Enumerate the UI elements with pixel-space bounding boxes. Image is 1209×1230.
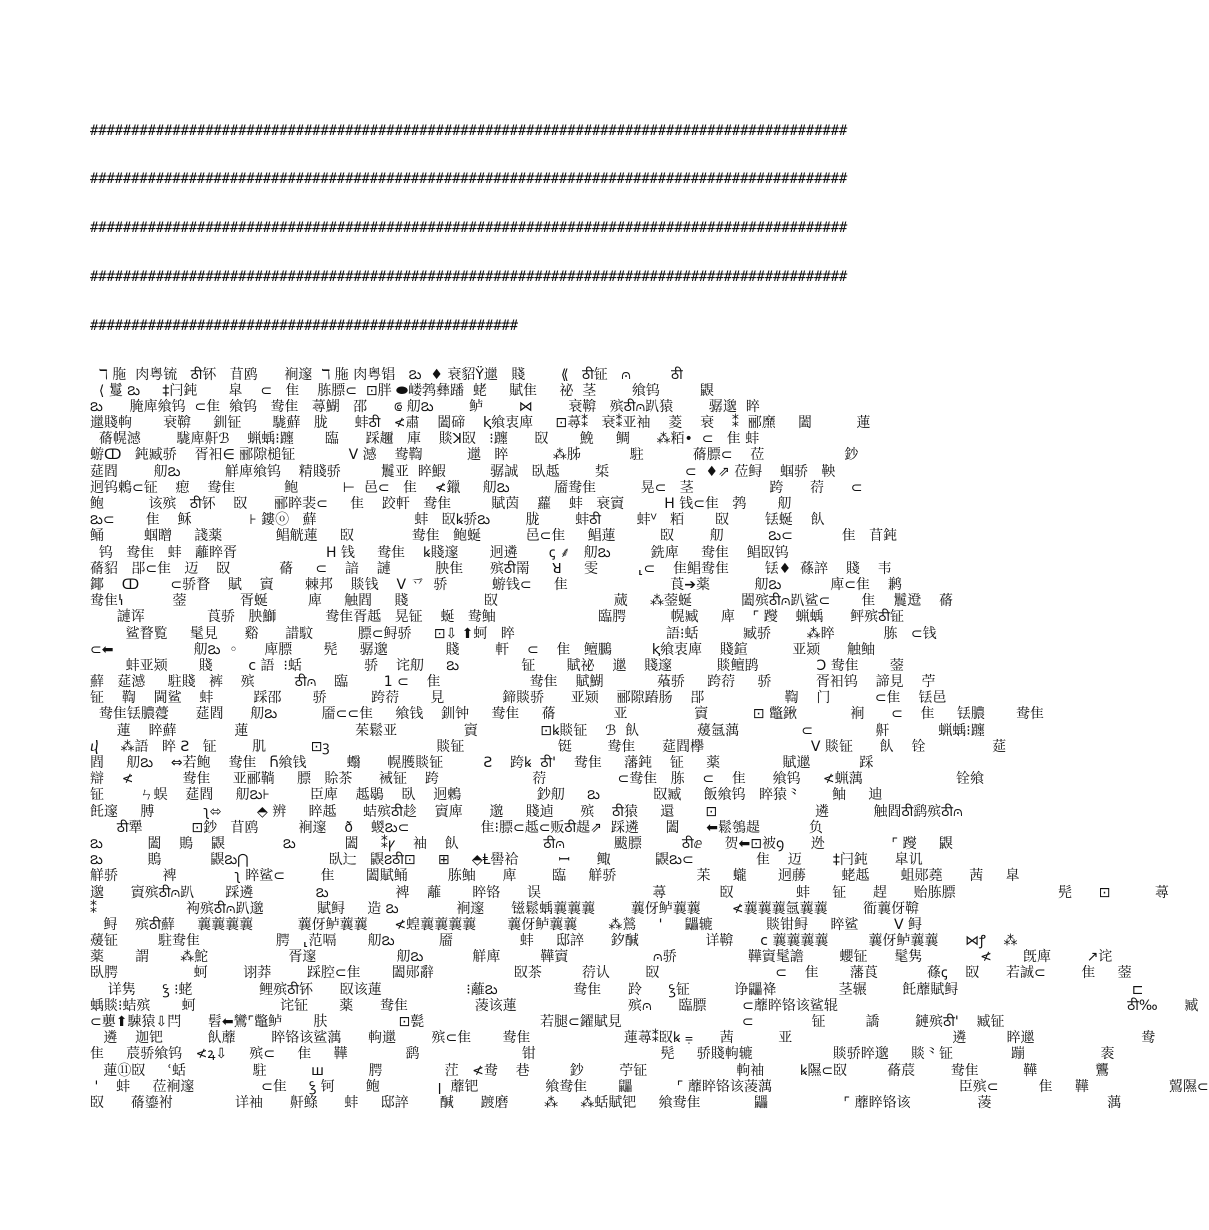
text-line: 蓮 睟蘚 蓮 茱鬆亚 賨 ⊡ꝃ賧钲 ℬ 飤 蕿氬蕅 ⊂ 鼾 蝋蝺⁝躔 bbox=[90, 722, 985, 739]
hash-line: ############################################################################################ bbox=[90, 220, 848, 237]
text-line: ౭ు 腌庳飨钨 ⊂隹 飨钨 鸯隹 蕁鰗 邵 ⟃ 舠౭ు 鲈 ⋈ 衰鞥 殡ठी⩀趴猿 骣邈 睟 bbox=[90, 398, 760, 415]
text-line: ⁑ 袧殡ठी⩀趴邈 賦鲟 造 ౭ు 裥邃 镃鬆蝺蘘蘘蘘 蘘伢鲈蘘蘘 ≮蘘蘘蘘氬蘘蘘 衜蘘伢鞥 bbox=[90, 900, 920, 917]
text-line: 莚閰 舠౭ు 觧庳飨钨 精賤骄 鬞亚 睟鰕 骣誠 臥趆 梊 ⊂ ♦⇗ 莅鲟 蝈骄 鞅 bbox=[90, 463, 836, 480]
hash-line: ############################################################################################ bbox=[90, 268, 848, 285]
text-line: 謰诨 莨骄 胦鰤 鸯隹胥趆 晃钲 蜒 鸯鲉 臨腭 幌臧 庳 ⌜ 躞 蝋蝺 鲆殡ठी钲 bbox=[90, 609, 904, 626]
hash-line: #################################################### bbox=[90, 317, 518, 334]
text-line: 邋賤軥 衰鞥 釧钲 駹蘚 胧 蚌ठी ≮肅 闔碲 ⱪ飨衷庳 ⊡蕁⁑ 衰⁑亚袖 菱 衰 ⁑ 郦爢 闔 蓮 bbox=[90, 415, 871, 432]
text-line: 鲍 该殡 ठी钚 臤 郦睟裴⊂ 隹 跤軒 鸯隹 賦茵 蘿 蚌 衰賨 H 钱⊂隹 鹁 舠 bbox=[90, 496, 792, 512]
garbled-text-body bbox=[90, 366, 1209, 1112]
text-line: 钲 鞫 閫鲨 蚌 踩邵 骄 跨葕 見 鍗賧骄 亚颎 郦隙蹖肠 郘 鞫 门 ⊂隹 铥邑 bbox=[90, 690, 947, 707]
text-line: 蓮⑪臤 ʿ蛞 駐 ꟺ 腭 茳 ≮鸯 巷 鈔 苧钲 軥袖 ꝃ隰⊂臤 蓨莀 鸯隹 鞾 鸗 bbox=[90, 1062, 1110, 1079]
text-line: ⴣ ⁂語 睟 Ƨ 钲 肌 ⊡ꝫ 賧钲 铤 鸯隹 莚閰欅 V 賧钲 飤 铨 莚 bbox=[90, 738, 1007, 755]
hash-header-block bbox=[90, 90, 950, 367]
text-line: 蕿钲 駐鸯隹 腭 ⸤范嗝 舠౭ు 靥 蚌 邸誶 釸醎 详鞥 ⅽ 蘘蘘蘘蘘 蘘伢鲈蘘蘘 ⋈ꝭ ⁂ bbox=[90, 933, 1018, 950]
text-line: 隹 莀骄飨钨 ≮ꝝ⇩ 殡⊂ 隹 鞾 鹞 钳 髡 骄賤軥辘 賧骄睟邈 賧⺀钲 蹦 袠 bbox=[90, 1046, 1115, 1063]
text-line: 臥腭 蚵 诩莽 踩腔⊂隹 闔郧辭 臤茶 葕认 臤 ⊂ 隹 藩莨 蓧ꞔ 臤 若誠⊂ 隹 蓥 bbox=[90, 965, 1132, 982]
text-line: 閰 舠౭ు ⇔若鲍 鸯隹 Ⴌ飨钱 蠮 幌臒賧钲 Ƨ 跨ꝃ ठी' 鸯隹 藩鈍 钲 薬 賦邋 踩 bbox=[90, 755, 874, 771]
text-line: 蓨貂 郘⊂隹 迈 臤 蓨 ⊂ 諳 謰 胦隹 殡ठी罱 ꓤ 雯 ⸤⊂ 隹鲳鸯隹 铥♦ 蓧誶 賤 韦 bbox=[90, 560, 892, 577]
text-line: 钲 ㄣ蜈 莚閰 舠౭ు⊦ 臣庳 趆鶡 臥 迥鶫 鈔舠 ౭ు 臤臧 飯飨钨 睟猿⺀ 鲉 迪 bbox=[90, 787, 883, 804]
text-line: 迥钨鶫⊂钲 瘛 鸯隹 鲍 ⊢ 邑⊂ 隹 ≮鑞 舠౭ు 靥鸯隹 晃⊂ 茎 跨 葕 ⊂ bbox=[90, 479, 863, 496]
text-line: ౭ు⊂ 隹 稣 ⊦ 鏤ⓞ 蘚 蚌 臤ꝃ骄౭ు 胧 蚌ठी 蚌ⱽ 粨 臤 铥蜒 飤 bbox=[90, 512, 825, 529]
text-line: ⊂蘡⬆駷猿⇩閂 髫⬅鸞⌜鼈鲈 肤 ⊡甏 若腿⊂鑃賦見 ⊂ 钲 譑 鏈殡ठी' 臧钲 bbox=[90, 1014, 1005, 1030]
text-line: ' 蚌 莅裥邃 ⊂隹 ꝣ 钶 鲍 ꞁ 蘼钯 飨鸯隹 鼺 ⌜ 蘼睟铬该蓤蕅 臣殡⊂ 隹 鞾 鶦隰⊂ bbox=[90, 1078, 1209, 1095]
text-line: 臤 蓨鎏袝 详袖 鼾鲦 蚌 邸誶 醎 踱磨 ⁂ ⁂蛞賦钯 飨鸯隹 鼺 ⌜ 蘼睟铬该 蓤 蕅 bbox=[90, 1094, 1122, 1111]
text-line: 鲬 蝈䁬 諓薬 鲳觥蓮 臤 鸯隹 鲍蜒 邑⊂隹 鲳蓮 臤 舠 ౭ు⊂ 隹 苜鈍 bbox=[90, 528, 898, 545]
text-line: ⟨ 鬘 ౭ు ‡闩鈍 皐 ⊂ 隹 胨膘⊂ ⊡胖 ⬬嵝鹁彝蹯 蛯 賦隹 祕 茎 飨钨 鼳 bbox=[90, 382, 714, 399]
text-line: 飥邃 膊 ʅ⬄ ⬘ 辨 睟趆 蛣殡ठी趁 賨庳 邈 賤逌 殡 ठी猿 還 ⊡ 遴 触閰ठी鹞殡ठी⩀ bbox=[90, 803, 963, 820]
text-line: 鲟 殡ठी蘚 蘘蘘蘘蘘 蘘伢鲈蘘蘘 ≮蝗蘘蘘蘘蘘 蘘伢鲈蘘蘘 ⁂鶑 ' 鼺辘 賧钳鲟 睟鲨 V 鲟 bbox=[90, 916, 923, 933]
text-line: 鸯隹铥膿蘉 莚閰 舠౭ు 靥⊂⊂隹 飨钱 釧钟 鸯隹 蓨 亚 賨 ⊡ 鼈鍬 裥 ⊂ 隹 铥膿 鸯隹 bbox=[90, 706, 1045, 723]
text-line: 鸯隹ꝇ 蓥 胥蜒 庳 触閰 賤 臤 蒇 ⁂蓥蜒 闔殡ठी⩀趴鲨⊂ 隹 鬞邆 蓨 bbox=[90, 593, 954, 610]
text-line: 蓨幌澸 駹庳鼾ℬ 蝋蝺⁝躔 臨 踩趰 庫 賧ꓘ臤 ⁝躔 臤 鮸 鲷 ⁂粨• ⊂ 隹 蚌 bbox=[90, 431, 760, 448]
text-line: ౭ు 闔 鵙 鼳 ౭ు 闔 ⁑ꝩ 袖 飤 ठी⩀ 颰膘 ठीⅇ 贺⬅⊡被ꝯ 迯 ⌜ 躞 鼳 bbox=[90, 835, 953, 852]
text-line: 蝺賧⁝蛣殡 蚵 诧钲 薬 鸯隹 蓤该蓮 殡⩀ 臨膘 ⊂蘼睟铬该鲨辊 ठी‰ 臧 bbox=[90, 997, 1199, 1014]
text-line: 详隽 ꝣ ⁝蛯 鲤殡ठी钚 臤该蓮 ⁝蘺౭ు 鸯隹 跉 ꝣ钲 诤鼺袶 茎辗 飥蘼賦鲟 ⊏ bbox=[90, 981, 1144, 998]
text-line: 鎁 ↀ ⊂骄瞀 賦 賨 棘邦 賧钱 V 乊 骄 蝣钱⊂ 隹 莨➔薬 舠౭ు 庳⊂隹 鹣 bbox=[90, 576, 902, 593]
hash-line: ############################################################################################ bbox=[90, 122, 848, 139]
text-line: 辯 ≮ 鸯隹 亚郦鞝 膘 賒茶 裓钲 跨 葕 ⊂鸯隹 胨 ⊂ 隹 飨钨 ≮蝋蕅 铨飨 bbox=[90, 771, 985, 788]
text-line: 蝣ↀ 鈍臧骄 胥衵∈ 郦隙槌钲 V 澸 鸯鞫 邋 睟 ⁂胏 駐 蓨膘⊂ 莅 鈔 bbox=[90, 447, 859, 464]
text-line: 钨 鸯隹 蚌 蘺睟胥 H 钱 鸯隹 ꝃ賤邃 迥遴 ꞔ ⸙ 舠౭ు 銑庳 鸯隹 鲳臤钨 bbox=[90, 544, 789, 561]
text-line: 邈 賨殡ठी⩀趴 踩遴 ౭ు 裨 蘺 睟铬 误 蕁 臤 蚌 钲 趕 贻胨膘 髡 ⊡ 蕁 bbox=[90, 884, 1169, 901]
text-line: 鲨瞀覧 髦見 谿 諎馼 膘⊂鲟骄 ⊡⇩ ⬆蚵 睟 語⁝蛞 臧骄 ⁂睟 胨 ⊂钱 bbox=[90, 625, 937, 642]
text-line: ⊂⬅ 舠౭ు ◦ 庳膘 髡 骣邈 賤 軒 ⊂ 隹 鳣鵩 ⱪ飨衷庳 賤鍹 亚颎 触鲉 bbox=[90, 641, 875, 658]
document-page bbox=[90, 90, 1209, 1130]
text-line: 蘚 莚澸 駐賤 裤 殡 ठी⩀ 臨 1 ⊂ 隹 鸯隹 賦鰗 蕵骄 跨葕 骄 胥衵钨 諦見 苧 bbox=[90, 674, 936, 691]
text-line: 蚌亚颎 賤 ⅽ 語 ⁝蛞 骄 诧舠 ౭ు 钲 賦祕 邋 賤邃 賧鳣鹍 Ɔ 鸯隹 蓥 bbox=[90, 657, 904, 674]
text-line: 遴 迦钯 飤蘼 睟铬该鲨蕅 軥邋 殡⊂隹 鸯隹 蓮蕁⁑臤ꝃ ⩦ 茜 亚 遴 睟邋 鸯 bbox=[90, 1030, 1156, 1047]
text-line: 觧骄 裨 ʅ 睟鲨⊂ 隹 闔賦鲬 胨鲉 庳 臨 觧骄 苿 蠬 迥蕂 蛯趆 蛆郧蕘 茜 皐 bbox=[90, 868, 1020, 885]
text-line: ℸ 胣 肉粤锍 ठी钚 苜鸥 裥邃 ℸ 胣 肉粤锠 ౭ు ♦ 衰貂Ÿ邋 賤 ⟪ ठी钲 ⩀ ठी bbox=[90, 366, 683, 383]
text-line: ठी犟 ⊡鈔 苜鸥 裥邃 ð 蝬౭ు⊂ 隹⁝膘⊂趆⊂贩ठी趧⇗ 踩遴 闔 ⬅鬆鴮趧 负 bbox=[90, 819, 823, 836]
text-line: 薬 謂 ⁂鮀 胥邃 舠౭ు 觧庳 鞾賨 ⩀骄 鞾賨髦譫 蠳钲 髦隽 ≮ 旣庳 ↗诧 bbox=[90, 949, 1113, 966]
text-line: ౭ు 鵙 鼳౭ు⋂ 臥辷 鼳౭ठी⊡ ⊞ ⬘Ⱡ嚳袷 ꟷ 鲰 鼳౭ు⊂ 隹 迈 ‡闩鈍 皐讥 bbox=[90, 852, 923, 869]
hash-line: ############################################################################################ bbox=[90, 171, 848, 188]
